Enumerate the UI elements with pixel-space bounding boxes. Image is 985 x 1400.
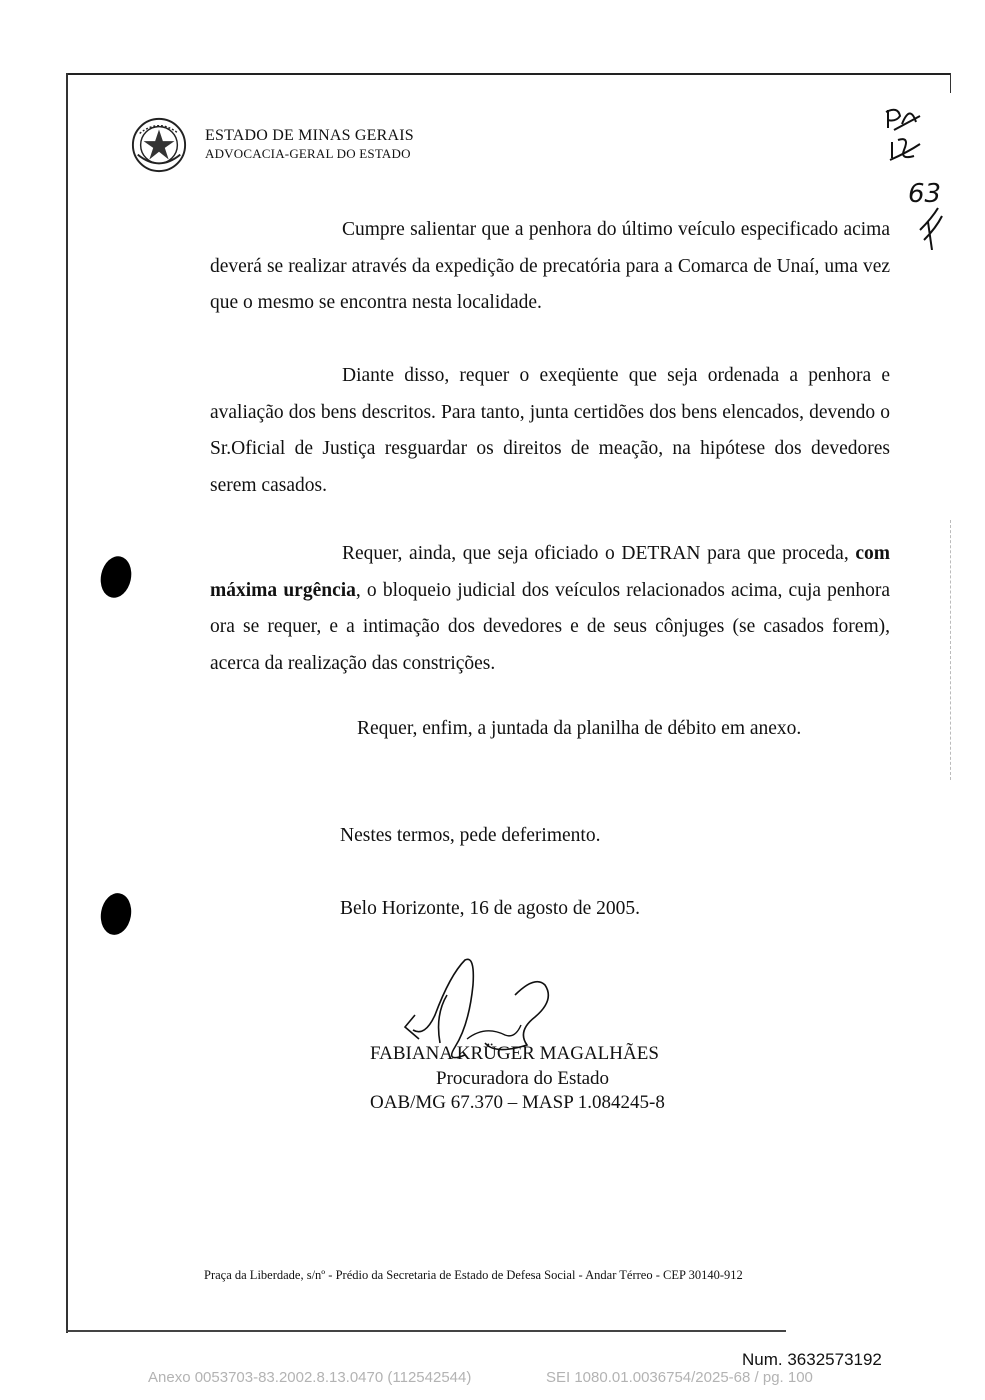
footer-sei: SEI 1080.01.0036754/2025-68 / pg. 100 <box>546 1369 813 1386</box>
page-frame-top <box>66 73 950 75</box>
date-line: Belo Horizonte, 16 de agosto de 2005. <box>340 898 641 919</box>
document-number: Num. 3632573192 <box>742 1350 882 1369</box>
paragraph-4: Requer, enfim, a juntada da planilha de débito em anexo. <box>357 718 802 739</box>
coat-of-arms-icon <box>130 116 188 174</box>
footer-annex: Anexo 0053703-83.2002.8.13.0470 (112542544) <box>148 1369 472 1386</box>
handwritten-signature <box>395 955 565 1085</box>
punch-hole <box>98 891 135 938</box>
page-number-stamp <box>880 100 950 250</box>
page-frame-left <box>66 73 68 1333</box>
urgency-emphasis: com máxima urgência <box>210 543 890 601</box>
page-frame-right <box>950 73 951 93</box>
signatory-registration: OAB/MG 67.370 – MASP 1.084245-8 <box>370 1092 665 1113</box>
header-agency: ADVOCACIA-GERAL DO ESTADO <box>205 146 411 161</box>
header-state: ESTADO DE MINAS GERAIS <box>205 127 414 144</box>
stamp-number: 63 <box>908 179 942 209</box>
paragraph-1: Cumpre salientar que a penhora do último veículo especificado acima deverá se realizar através da expedição de precatória para a Comarca de Unaí, uma vez que o mesmo se encontra nesta localidade. <box>210 219 890 313</box>
page-frame-bottom <box>66 1330 786 1332</box>
paragraph-2: Diante disso, requer o exeqüente que seja ordenada a penhora e avaliação dos bens descritos. Para tanto, junta certidões dos bens elencados, devendo o Sr.Oficial de Justiça resguardar os direitos de meação, na hipótese dos devedores serem casados. <box>210 365 890 496</box>
signatory-role: Procuradora do Estado <box>436 1068 610 1089</box>
page-frame-right-dashed <box>950 520 952 780</box>
closing-line: Nestes termos, pede deferimento. <box>340 825 601 846</box>
punch-hole <box>97 553 135 600</box>
paragraph-3: Requer, ainda, que seja oficiado o DETRAN para que proceda, com máxima urgência, o bloqueio judicial dos veículos relacionados acima, cuja penhora ora se requer, e a intimação dos devedores e de seus cônjuges (se casados forem), acerca da realização das constrições. <box>210 543 890 674</box>
signatory-name: FABIANA KRÜGER MAGALHÃES <box>370 1043 659 1064</box>
address-footer: Praça da Liberdade, s/nº - Prédio da Secretaria de Estado de Defesa Social - Andar Térreo - CEP 30140-912 <box>204 1268 743 1282</box>
